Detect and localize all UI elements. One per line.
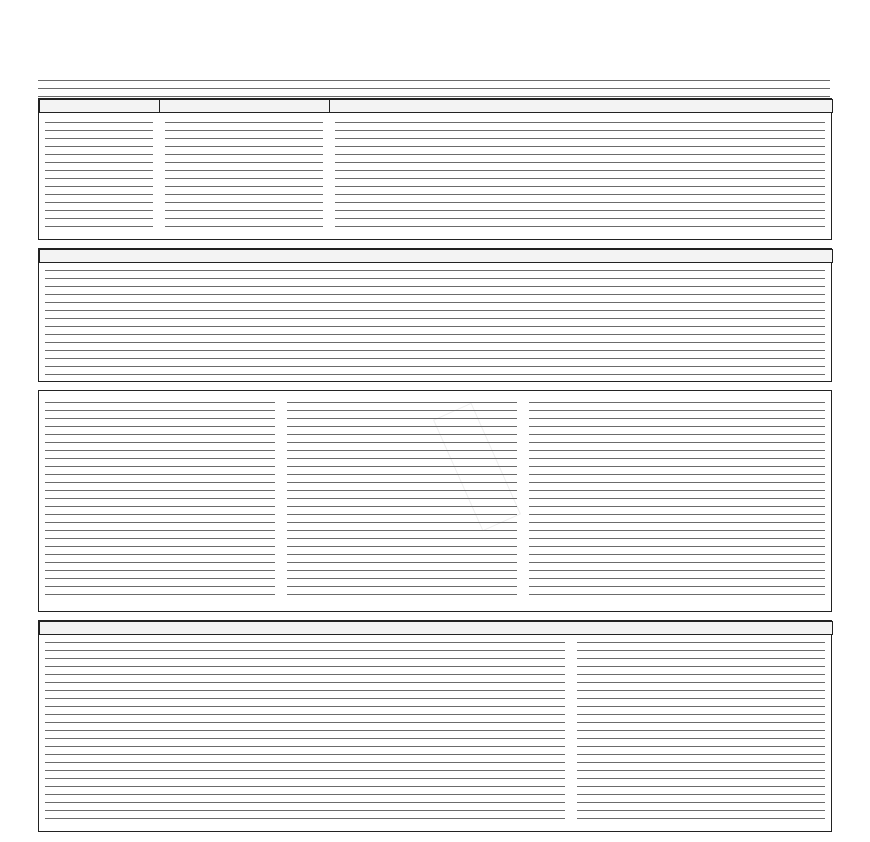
hr-planning-table [38, 620, 832, 832]
hr-planning-header [39, 621, 833, 635]
top-table-col3-body [335, 119, 825, 231]
hr-planning-right [577, 639, 825, 823]
middle-table-body [45, 267, 825, 375]
top-table-header-col2 [159, 99, 331, 113]
top-table [38, 98, 832, 240]
top-table-header-col3 [329, 99, 833, 113]
hr-planning-left [45, 639, 565, 823]
top-table-header-col1 [39, 99, 161, 113]
document-page [38, 40, 830, 830]
org-design-right [529, 399, 825, 599]
intro-paragraph [38, 77, 830, 98]
org-design-left [45, 399, 275, 599]
top-table-col1-body [45, 119, 153, 231]
middle-table [38, 248, 832, 382]
middle-table-header [39, 249, 833, 263]
top-table-col2-body [165, 119, 323, 231]
